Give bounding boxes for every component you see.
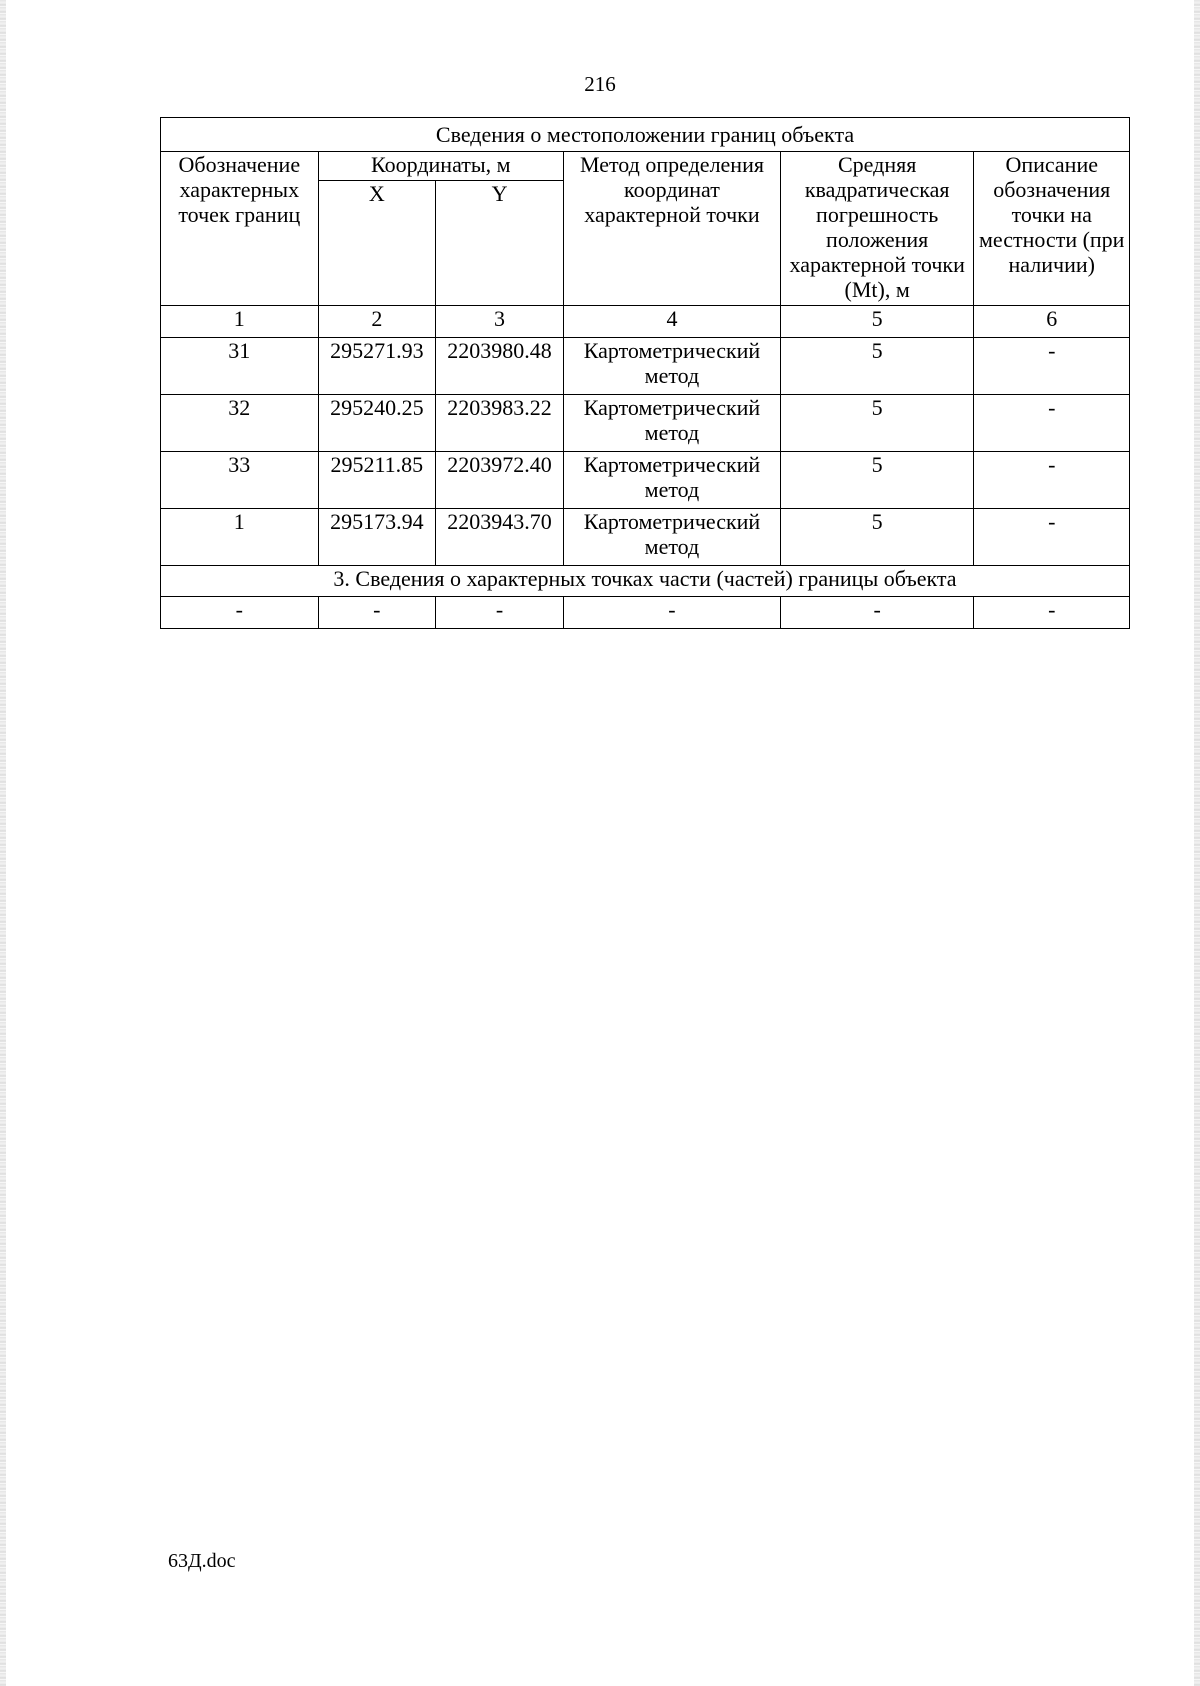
y-cell: 2203980.48 [436,338,564,395]
boundary-table [160,117,1130,629]
empty-cell: - [161,597,319,629]
point-cell: 32 [161,395,319,452]
point-cell: 31 [161,338,319,395]
table-row [161,395,1130,452]
method-cell: Картометрический метод [564,452,781,509]
table-row [161,452,1130,509]
table-title: Сведения о местоположении границ объекта [161,118,1130,152]
empty-cell: - [974,597,1130,629]
scan-edge-right [1194,0,1200,1686]
error-cell: 5 [780,509,974,566]
section3-row [161,597,1130,629]
table-title-row [161,118,1130,152]
method-cell: Картометрический метод [564,338,781,395]
column-number: 6 [974,306,1130,338]
description-cell: - [974,452,1130,509]
footer-filename: 63Д.doc [168,1550,236,1572]
description-cell: - [974,509,1130,566]
empty-cell: - [780,597,974,629]
table-row [161,509,1130,566]
point-cell: 1 [161,509,319,566]
header-row [161,152,1130,181]
section3-title: 3. Сведения о характерных точках части (частей) границы объекта [161,566,1130,597]
empty-cell: - [436,597,564,629]
method-cell: Картометрический метод [564,395,781,452]
header-error: Средняя квадратическая погрешность положения характерной точки (Mt), м [780,152,974,306]
header-description: Описание обозначения точки на местности (при наличии) [974,152,1130,306]
column-number: 1 [161,306,319,338]
empty-cell: - [564,597,781,629]
y-cell: 2203943.70 [436,509,564,566]
y-cell: 2203972.40 [436,452,564,509]
y-cell: 2203983.22 [436,395,564,452]
column-number: 2 [318,306,435,338]
scan-edge-left [0,0,6,1686]
header-coordinates: Координаты, м [318,152,563,181]
header-point-designation: Обозначение характерных точек границ [161,152,319,306]
table-row [161,338,1130,395]
header-x: X [318,181,435,306]
section3-header-row [161,566,1130,597]
point-cell: 33 [161,452,319,509]
page-number: 216 [584,72,616,96]
description-cell: - [974,395,1130,452]
method-cell: Картометрический метод [564,509,781,566]
error-cell: 5 [780,452,974,509]
x-cell: 295173.94 [318,509,435,566]
column-number: 5 [780,306,974,338]
error-cell: 5 [780,338,974,395]
x-cell: 295211.85 [318,452,435,509]
column-number-row [161,306,1130,338]
x-cell: 295240.25 [318,395,435,452]
error-cell: 5 [780,395,974,452]
empty-cell: - [318,597,435,629]
column-number: 4 [564,306,781,338]
column-number: 3 [436,306,564,338]
x-cell: 295271.93 [318,338,435,395]
header-method: Метод определения координат характерной точки [564,152,781,306]
header-y: Y [436,181,564,306]
description-cell: - [974,338,1130,395]
